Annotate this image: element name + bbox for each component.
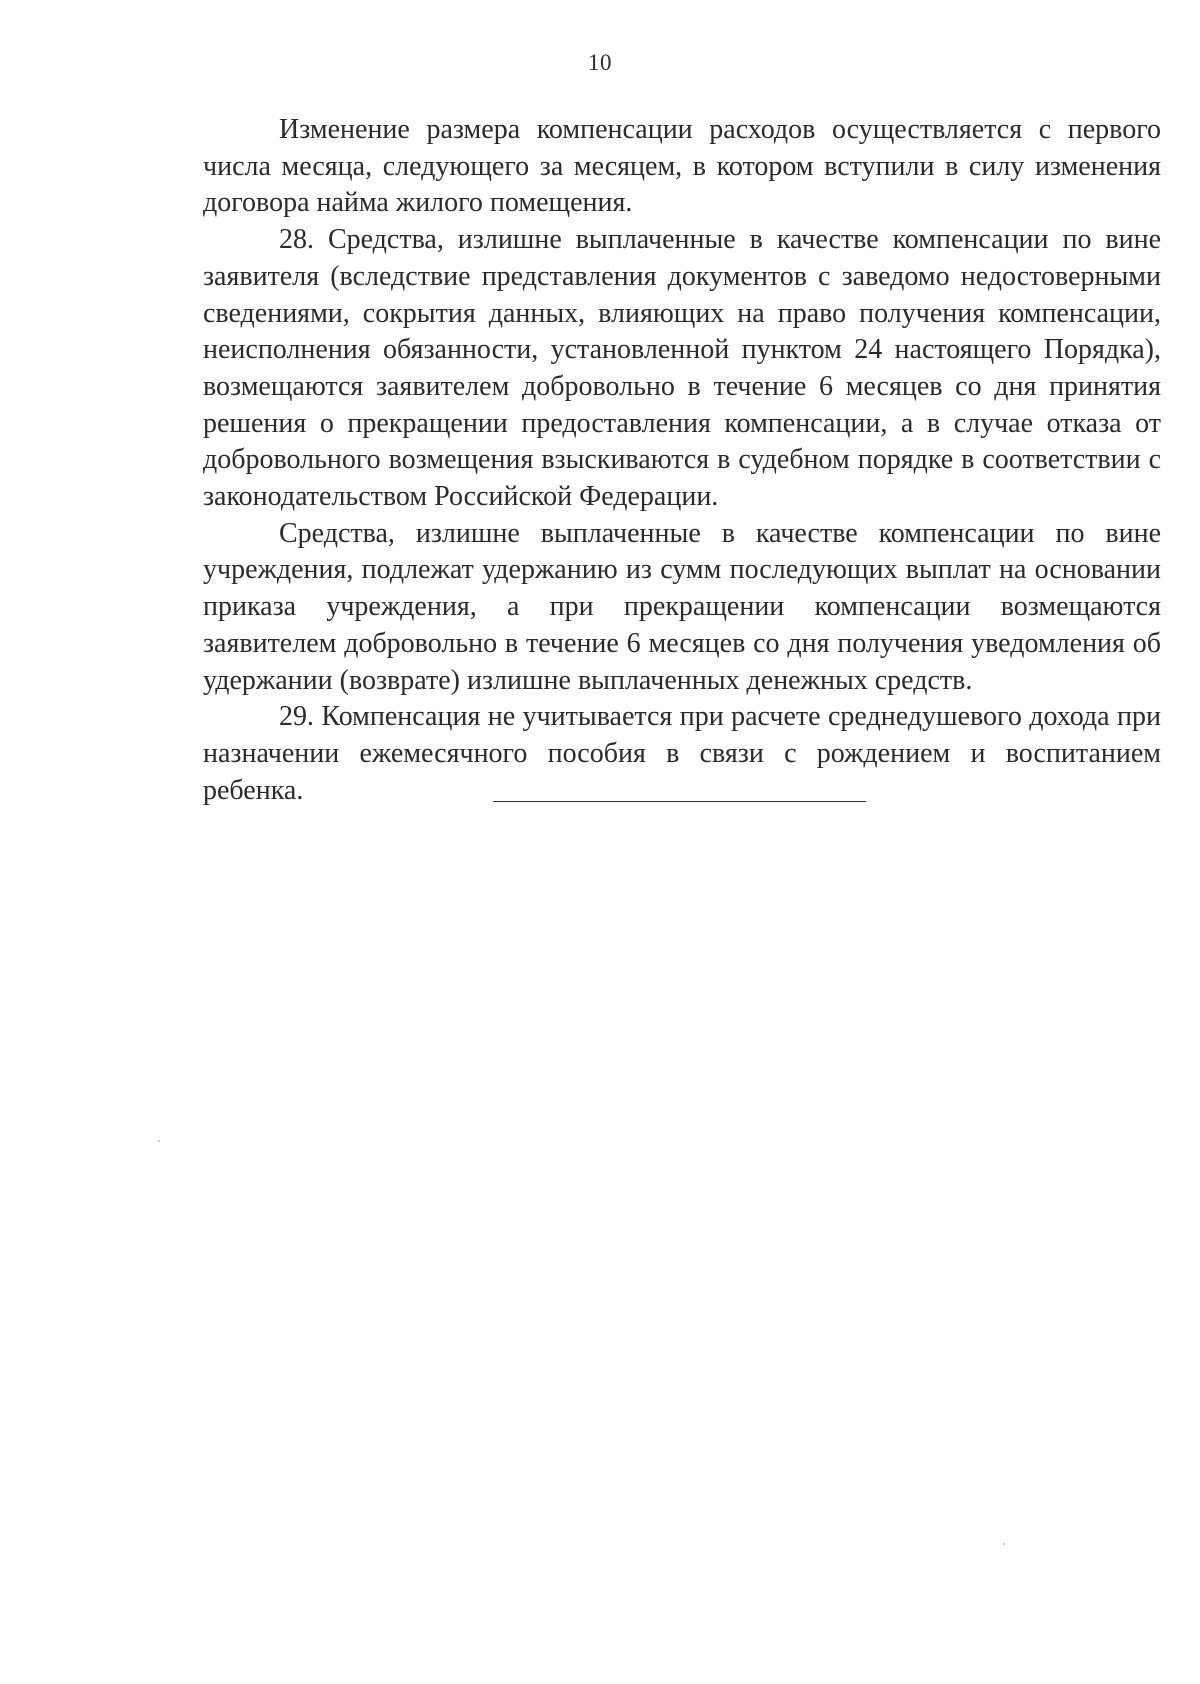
end-separator-line bbox=[493, 801, 866, 802]
paragraph-compensation-change: Изменение размера компенсации расходов осуществляется с первого числа месяца, следующего за месяцем, в котором вступили в силу изменения договора найма жилого помещения. bbox=[203, 114, 1161, 219]
scan-speck bbox=[1003, 1543, 1005, 1545]
scan-speck bbox=[158, 1140, 160, 1142]
paragraph-overpayment-institution: Средства, излишне выплаченные в качестве компенсации по вине учреждения, подлежат удержанию из сумм последующих выплат на основании приказа учреждения, а при прекращении компенсации возмещаются заявителем добровольно в течение 6 месяцев со дня получения уведомления об удержании (возврате) излишне выплаченных денежных средств. bbox=[203, 517, 1161, 696]
paragraph-28-overpayment-applicant: 28. Средства, излишне выплаченные в качестве компенсации по вине заявителя (вследствие представления документов с заведомо недостоверными сведениями, сокрытия данных, влияющих на право получения компенсации, неисполнения обязанности, установленной пунктом 24 настоящего Порядка), возмещаются заявителем добровольно в течение 6 месяцев со дня принятия решения о прекращении предоставления компенсации, а в случае отказа от добровольного возмещения взыскиваются в судебном порядке в соответствии с законодательством Российской Федерации. bbox=[203, 224, 1161, 513]
paragraph-29-income-exclusion: 29. Компенсация не учитывается при расчете среднедушевого дохода при назначении ежемесячного пособия в связи с рождением и воспитанием ребенка. bbox=[203, 701, 1161, 806]
document-body bbox=[203, 112, 1161, 809]
page-number: 10 bbox=[588, 50, 612, 75]
